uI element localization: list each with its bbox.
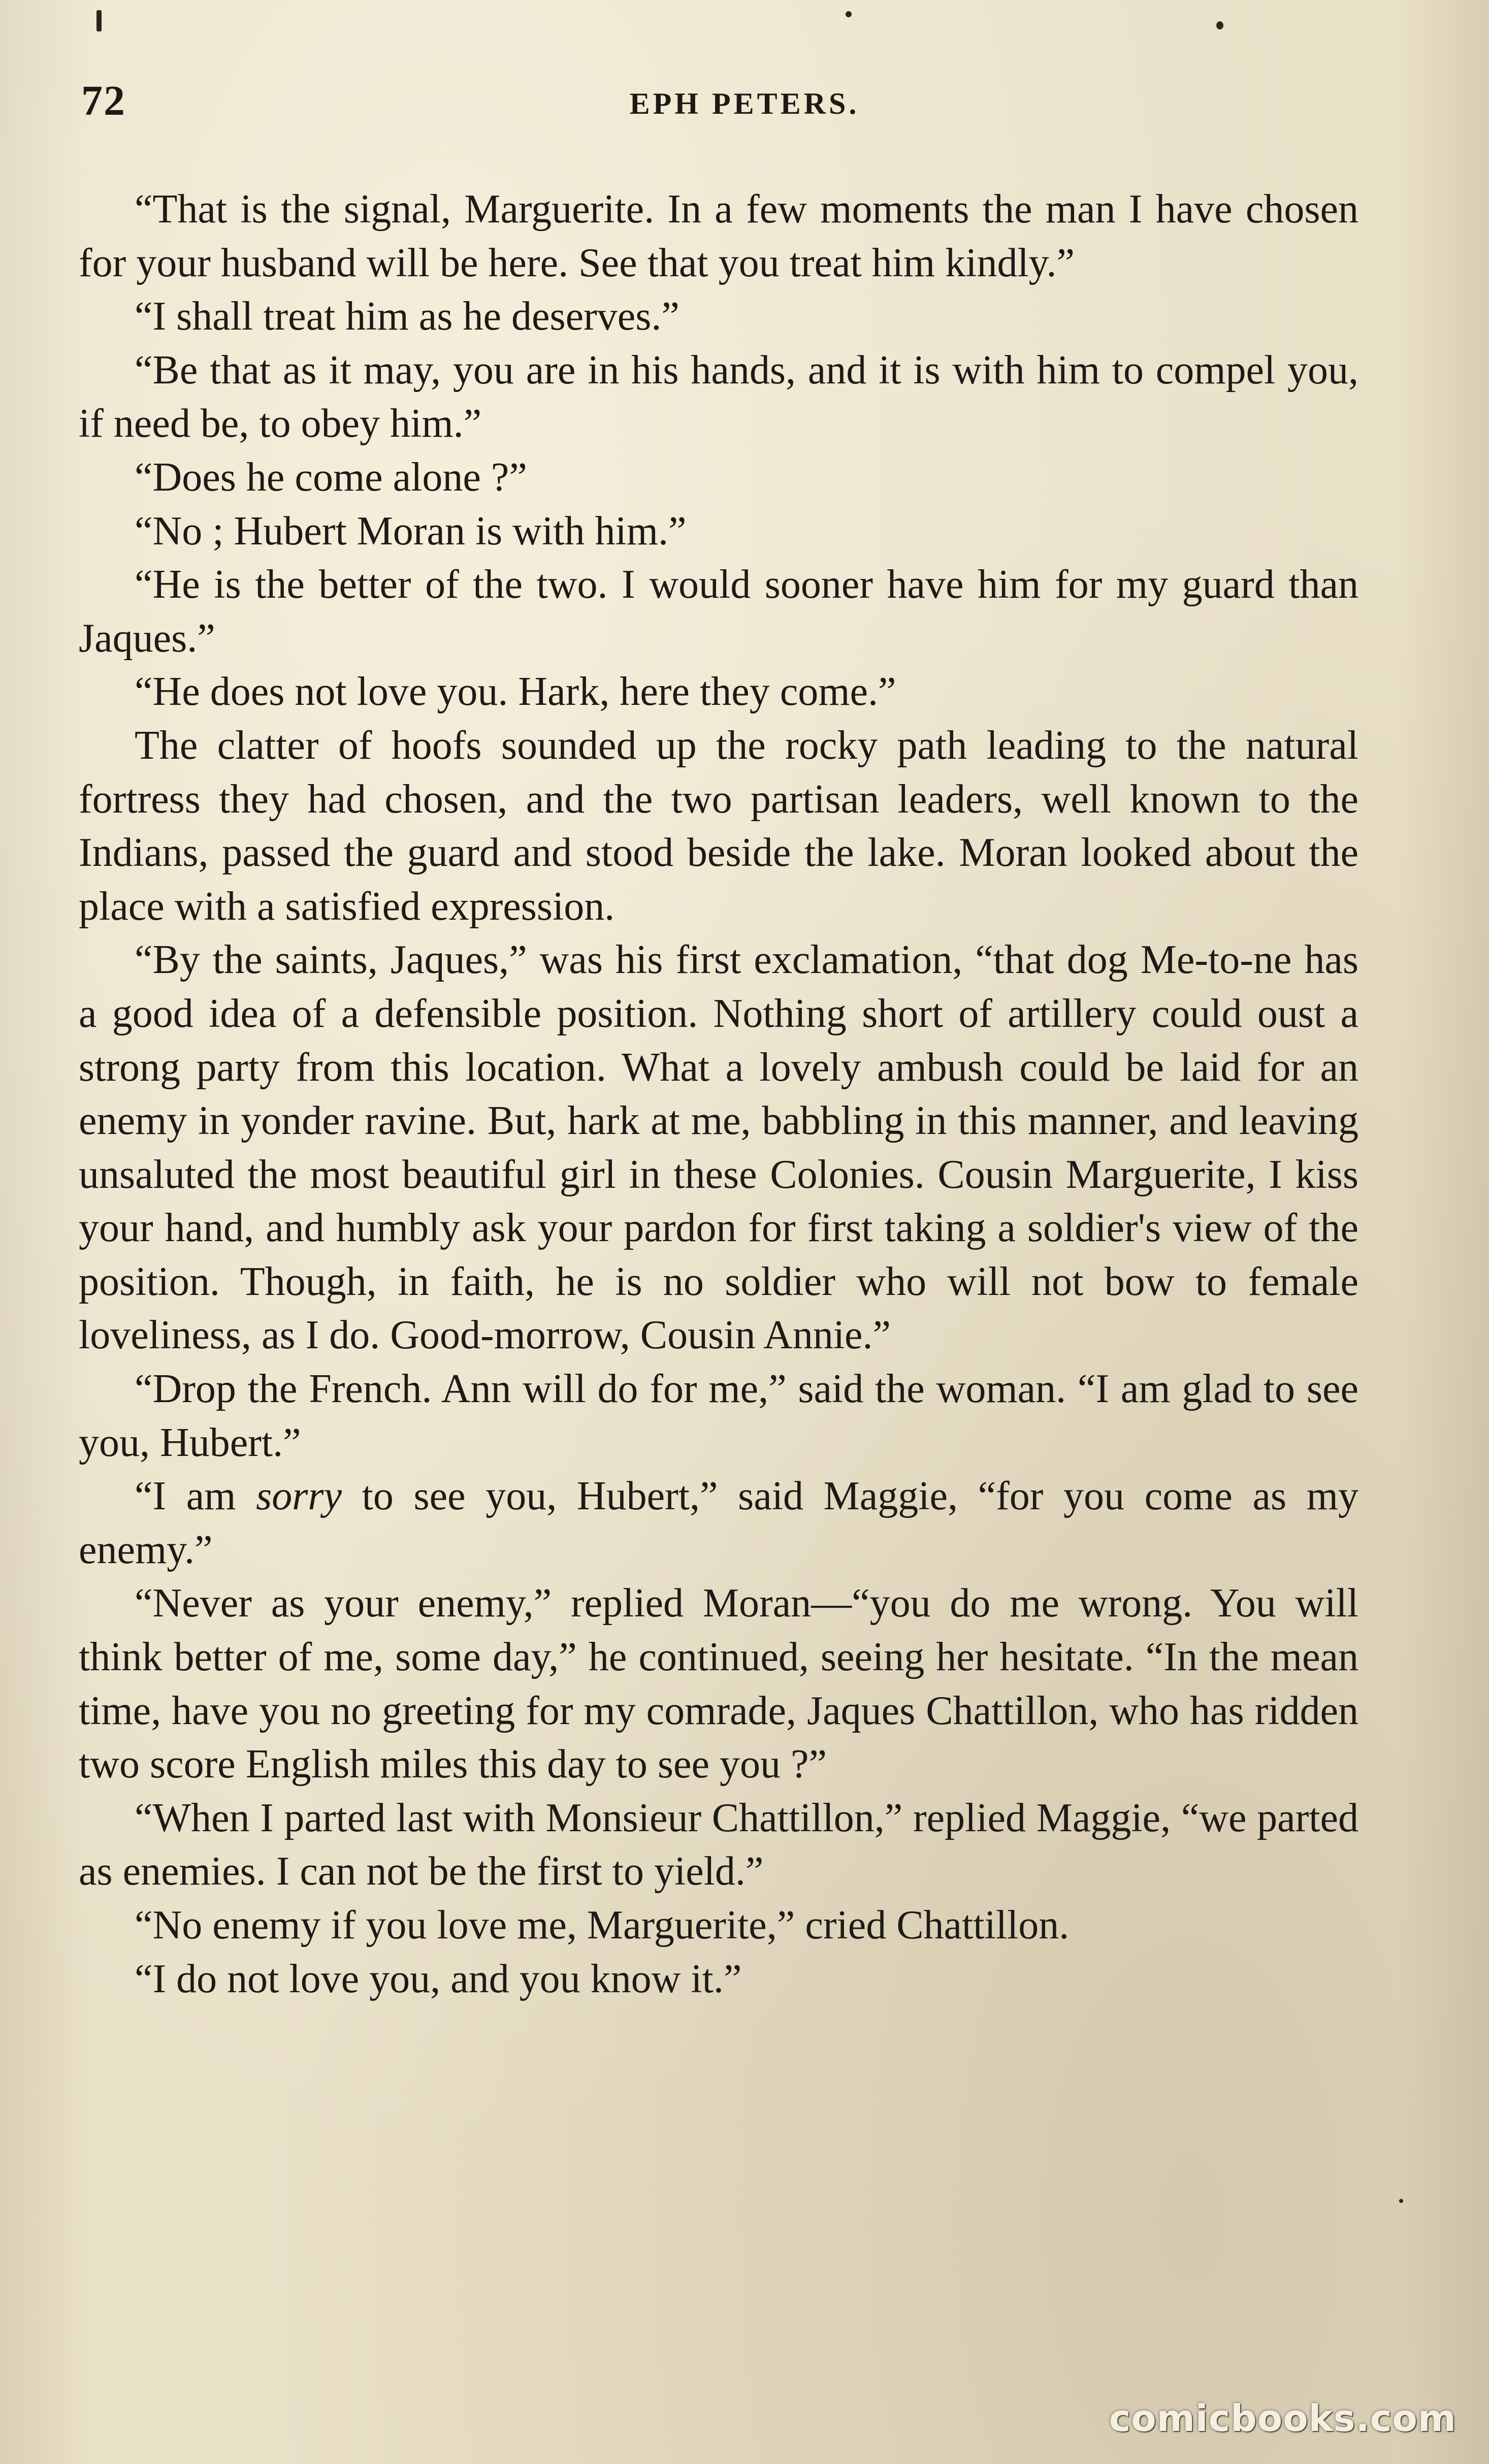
paragraph: [79, 1953, 1358, 2006]
paragraph-text: “Does he come alone ?”: [135, 455, 527, 500]
paragraph-text: “Never as your enemy,” replied Moran—“you do me wrong. You will think better of me, some day,” he continued, seeing her hesitate. “In the mean time, have you no greeting for my comrade, Jaques Chattillon, who has ridden two score English miles this day to see you ?”: [79, 1581, 1358, 1787]
paragraph-text: “That is the signal, Marguerite. In a few moments the man I have chosen for your husband will be here. See that you treat him kindly.”: [79, 187, 1358, 285]
paragraph-text: “No ; Hubert Moran is with him.”: [135, 508, 687, 554]
paragraph-text: “I do not love you, and you know it.”: [135, 1956, 742, 2001]
page-number: 72: [81, 77, 126, 124]
paragraph: [79, 451, 1358, 505]
print-speck: [96, 10, 102, 31]
paragraph: [79, 290, 1358, 344]
paragraph-text: “No enemy if you love me, Marguerite,” cried Chattillon.: [135, 1903, 1070, 1948]
running-head: EPH PETERS.: [629, 87, 860, 120]
paragraph: [79, 1792, 1358, 1899]
italic-text: sorry: [256, 1474, 342, 1519]
paragraph: [79, 558, 1358, 665]
paragraph: [79, 1577, 1358, 1791]
print-speck: [846, 11, 852, 17]
paragraph-text: “He does not love you. Hark, here they come.”: [135, 669, 896, 715]
body-text: [79, 183, 1358, 2006]
paragraph-text: The clatter of hoofs sounded up the rocky path leading to the natural fortress they had chosen, and the two partisan leaders, well known to the Indians, passed the guard and stood beside the lake. Moran looked about the place with a satisfied expression.: [79, 723, 1358, 929]
paragraph: [79, 933, 1358, 1363]
paragraph-text: “By the saints, Jaques,” was his first exclamation, “that dog Me-to-ne has a good idea of a defensible position. Nothing short of artillery could oust a strong party from this location. What a lovely ambush could be laid for an enemy in yonder ravine. But, hark at me, babbling in this manner, and leaving unsaluted the most beautiful girl in these Colonies. Cousin Marguerite, I kiss your hand, and humbly ask your pardon for first taking a soldier's view of the position. Though, in faith, he is no soldier who will not bow to female loveliness, as I do. Good-morrow, Cousin Annie.”: [79, 937, 1358, 1358]
paragraph-text: “When I parted last with Monsieur Chattillon,” replied Maggie, “we parted as enemies. I can not be the first to yield.”: [79, 1795, 1358, 1894]
paragraph-text: to see you, Hubert,” said Maggie, “for you come as my enemy.”: [79, 1474, 1358, 1572]
print-speck: [1399, 2199, 1403, 2203]
paragraph: [79, 1899, 1358, 1953]
paragraph-text: “I am: [135, 1474, 256, 1519]
watermark: comicbooks.com: [1109, 2397, 1456, 2440]
page-header: [81, 76, 1408, 137]
paragraph-text: “He is the better of the two. I would sooner have him for my guard than Jaques.”: [79, 562, 1358, 661]
paragraph: [79, 183, 1358, 290]
paragraph: [79, 344, 1358, 451]
paragraph-text: “I shall treat him as he deserves.”: [135, 294, 679, 339]
paragraph: [79, 665, 1358, 719]
print-speck: [1216, 21, 1223, 29]
paragraph-text: “Be that as it may, you are in his hands, and it is with him to compel you, if need be, to obey him.”: [79, 347, 1358, 446]
paragraph: [79, 1470, 1358, 1577]
paragraph-text: “Drop the French. Ann will do for me,” said the woman. “I am glad to see you, Hubert.”: [79, 1367, 1358, 1465]
paragraph: [79, 505, 1358, 559]
paragraph: [79, 719, 1358, 933]
paragraph: [79, 1363, 1358, 1470]
